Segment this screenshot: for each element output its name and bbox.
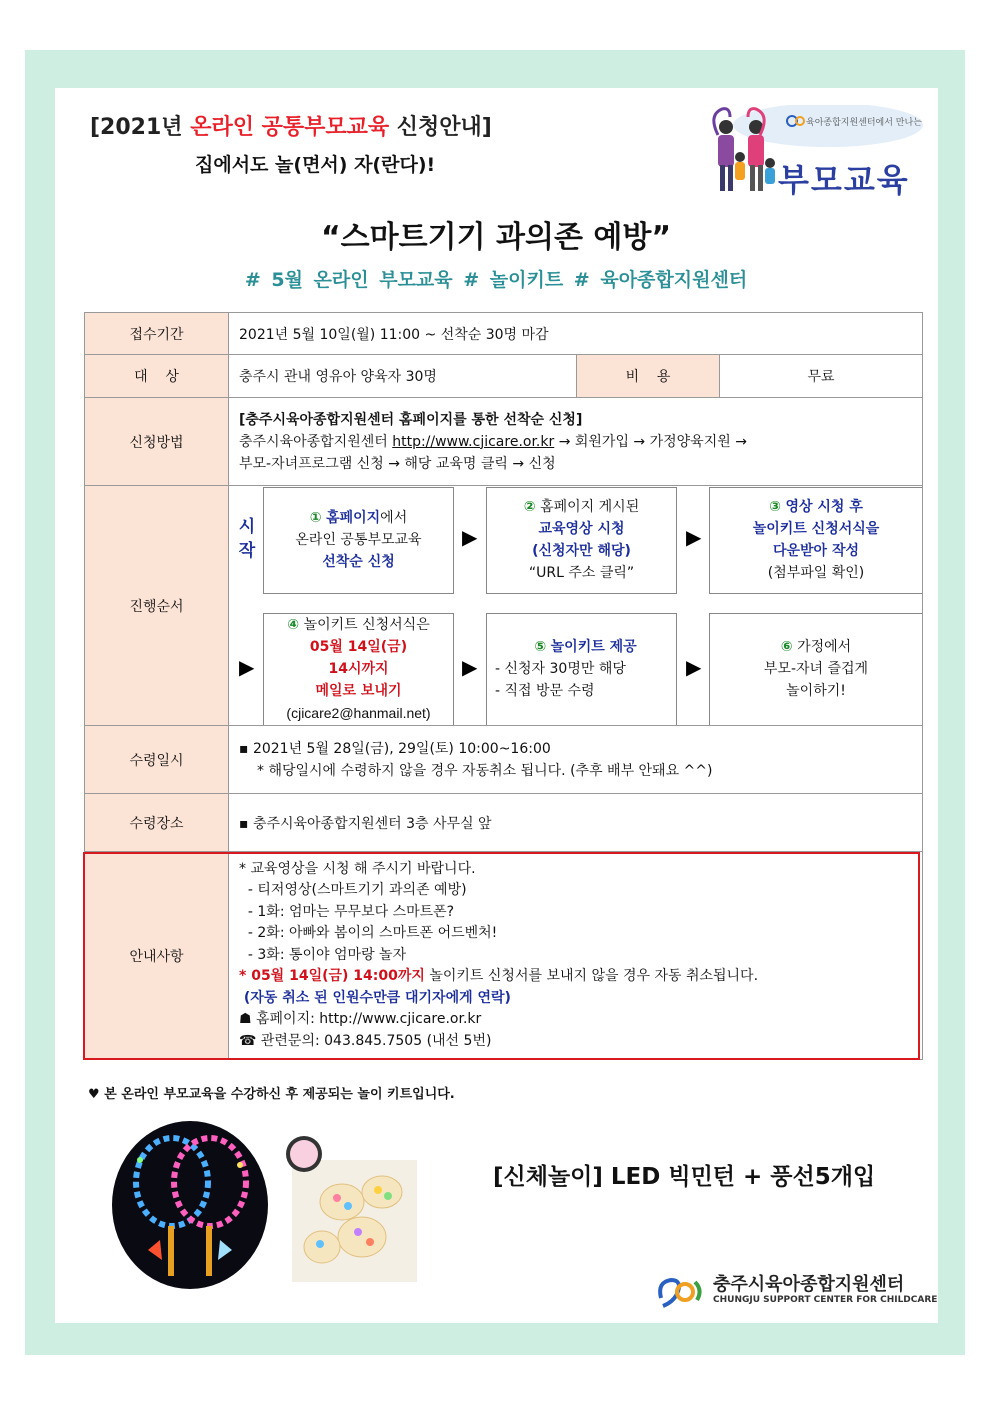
step-4-line-4: 메일로 보내기 xyxy=(315,683,402,699)
parent-education-logo xyxy=(708,105,923,200)
row-process xyxy=(85,486,923,726)
step-3-line-1: ③ 영상 시청 후 xyxy=(769,499,863,515)
arrow-icon: ▶ xyxy=(239,654,255,679)
step-6-box xyxy=(709,613,922,725)
logo-small-text: 육아종합지원센터에서 만나는 xyxy=(806,118,922,128)
notice-line-1: * 교육영상을 시청 해 주시기 바랍니다. xyxy=(239,860,476,877)
notice-line-5: - 3화: 통이야 엄마랑 놀자 xyxy=(239,946,407,963)
center-logo-icon xyxy=(655,1268,705,1312)
step-1-line-2: 온라인 공통부모교육 xyxy=(295,532,422,548)
arrow-icon: ▶ xyxy=(462,654,478,679)
notice-value xyxy=(229,852,923,1060)
receive-date-line-2: * 해당일시에 수령하지 않을 경우 자동취소 됩니다. (추후 배부 안돼요 ^^) xyxy=(257,762,713,779)
step-3-box xyxy=(709,487,922,594)
step-6-line-3: 놀이하기! xyxy=(786,683,846,699)
step-5-line-1: ⑤ 놀이키트 제공 xyxy=(534,639,637,655)
balloon-photo xyxy=(282,1132,417,1282)
row-period xyxy=(85,313,923,355)
method-label: 신청방법 xyxy=(85,398,229,486)
row-receive-date xyxy=(85,726,923,794)
cost-label: 비 용 xyxy=(577,355,720,398)
step-3-line-3: 다운받아 작성 xyxy=(772,543,860,559)
receive-place-value: ▪ 충주시육아종합지원센터 3층 사무실 앞 xyxy=(229,794,923,852)
notice-line-3: - 1화: 엄마는 무무보다 스마트폰? xyxy=(239,903,455,920)
step-5-line-2: - 신청자 30명만 해당 xyxy=(495,661,626,677)
step-2-box xyxy=(486,487,677,594)
notice-line-4: - 2화: 아빠와 봄이의 스마트폰 어드벤처! xyxy=(239,925,498,942)
target-value: 충주시 관내 영유아 양육자 30명 xyxy=(229,355,577,398)
receive-date-value xyxy=(229,726,923,794)
step-4-line-2: 05월 14일(금) xyxy=(309,639,408,655)
row-receive-place xyxy=(85,794,923,852)
arrow-icon: ▶ xyxy=(686,524,702,549)
step-1-box xyxy=(263,487,454,594)
step-2-line-1: ② 홈페이지 게시된 xyxy=(523,499,640,515)
step-2-line-4: “URL 주소 클릭” xyxy=(528,565,635,581)
receive-place-label: 수령장소 xyxy=(85,794,229,852)
hashtags: # 5월 온라인 부모교육 # 놀이키트 # 육아종합지원센터 xyxy=(244,269,748,291)
method-value xyxy=(229,398,923,486)
notice-line-2: - 티저영상(스마트기기 과의존 예방) xyxy=(239,882,467,899)
step-2-line-2: 교육영상 시청 xyxy=(538,521,625,537)
info-table xyxy=(84,312,923,1060)
homepage-link[interactable]: http://www.cjicare.or.kr xyxy=(392,433,555,450)
step-3-line-4: (첨부파일 확인) xyxy=(767,565,865,581)
receive-date-line-1: ▪ 2021년 5월 28일(금), 29일(토) 10:00~16:00 xyxy=(239,740,551,757)
step-6-line-1: ⑥ 가정에서 xyxy=(780,639,852,655)
center-english-name: CHUNGJU SUPPORT CENTER FOR CHILDCARE xyxy=(713,1295,938,1305)
notice-label: 안내사항 xyxy=(85,852,229,1060)
step-6-line-2: 부모-자녀 즐겁게 xyxy=(763,661,869,677)
main-title: “스마트기기 과의존 예방” xyxy=(320,220,672,255)
center-name: 충주시육아종합지원센터 xyxy=(713,1274,905,1295)
notice-deadline-line: * 05월 14일(금) 14:00까지 놀이키트 신청서를 보내지 않을 경우 자동 취소됩니다. xyxy=(239,968,759,985)
period-value: 2021년 5월 10일(월) 11:00 ~ 선착순 30명 마감 xyxy=(229,313,923,355)
logo-big-text: 부모교육 xyxy=(778,161,910,199)
header-title: [2021년 온라인 공통부모교육 신청안내] xyxy=(90,115,492,140)
step-4-box xyxy=(263,613,454,725)
period-label: 접수기간 xyxy=(85,313,229,355)
notice-phone: ☎ 관련문의: 043.845.7505 (내선 5번) xyxy=(239,1032,492,1049)
balloons-icon xyxy=(282,1132,417,1282)
receive-date-label: 수령일시 xyxy=(85,726,229,794)
step-3-line-2: 놀이키트 신청서식을 xyxy=(752,521,880,537)
led-badminton-photo xyxy=(110,1120,270,1290)
step-2-line-3: (신청자만 해당) xyxy=(532,543,631,559)
kit-title: [신체놀이] LED 빅민턴 + 풍선5개입 xyxy=(493,1164,876,1190)
notice-waitlist-line: (자동 취소 된 인원수만큼 대기자에게 연락) xyxy=(239,989,511,1006)
start-label: 시 작 xyxy=(238,516,256,561)
method-line-3: 부모-자녀프로그램 신청 → 해당 교육명 클릭 → 신청 xyxy=(239,455,556,472)
led-racket-icon xyxy=(110,1120,270,1290)
kit-footnote: ♥ 본 온라인 부모교육을 수강하신 후 제공되는 놀이 키트입니다. xyxy=(88,1087,455,1102)
target-label: 대 상 xyxy=(85,355,229,398)
step-1-line-3: 선착순 신청 xyxy=(322,554,395,570)
step-5-line-3: - 직접 방문 수령 xyxy=(495,683,595,699)
process-steps xyxy=(229,486,923,726)
arrow-icon: ▶ xyxy=(686,654,702,679)
method-line-2: 충주시육아종합지원센터 http://www.cjicare.or.kr → 회원가입 → 가정양육지원 → xyxy=(239,433,747,450)
step-4-email: (cjicare2@hanmail.net) xyxy=(286,705,431,721)
row-method xyxy=(85,398,923,486)
arrow-icon: ▶ xyxy=(462,524,478,549)
header-subtitle: 집에서도 놀(면서) 자(란다)! xyxy=(195,154,436,176)
step-4-line-1: ④ 놀이키트 신청서식은 xyxy=(287,617,430,633)
process-label: 진행순서 xyxy=(85,486,229,726)
center-logo xyxy=(655,1268,938,1312)
notice-homepage: ☗ 홈페이지: http://www.cjicare.or.kr xyxy=(239,1011,482,1028)
row-target xyxy=(85,355,923,398)
row-notice xyxy=(85,852,923,1060)
step-4-line-3: 14시까지 xyxy=(328,661,389,677)
method-line-1: [충주시육아종합지원센터 홈페이지를 통한 선착순 신청] xyxy=(239,411,583,428)
step-5-box xyxy=(486,613,677,725)
step-1-line-1: ① 홈페이지에서 xyxy=(309,510,408,526)
cost-value: 무료 xyxy=(720,355,923,398)
